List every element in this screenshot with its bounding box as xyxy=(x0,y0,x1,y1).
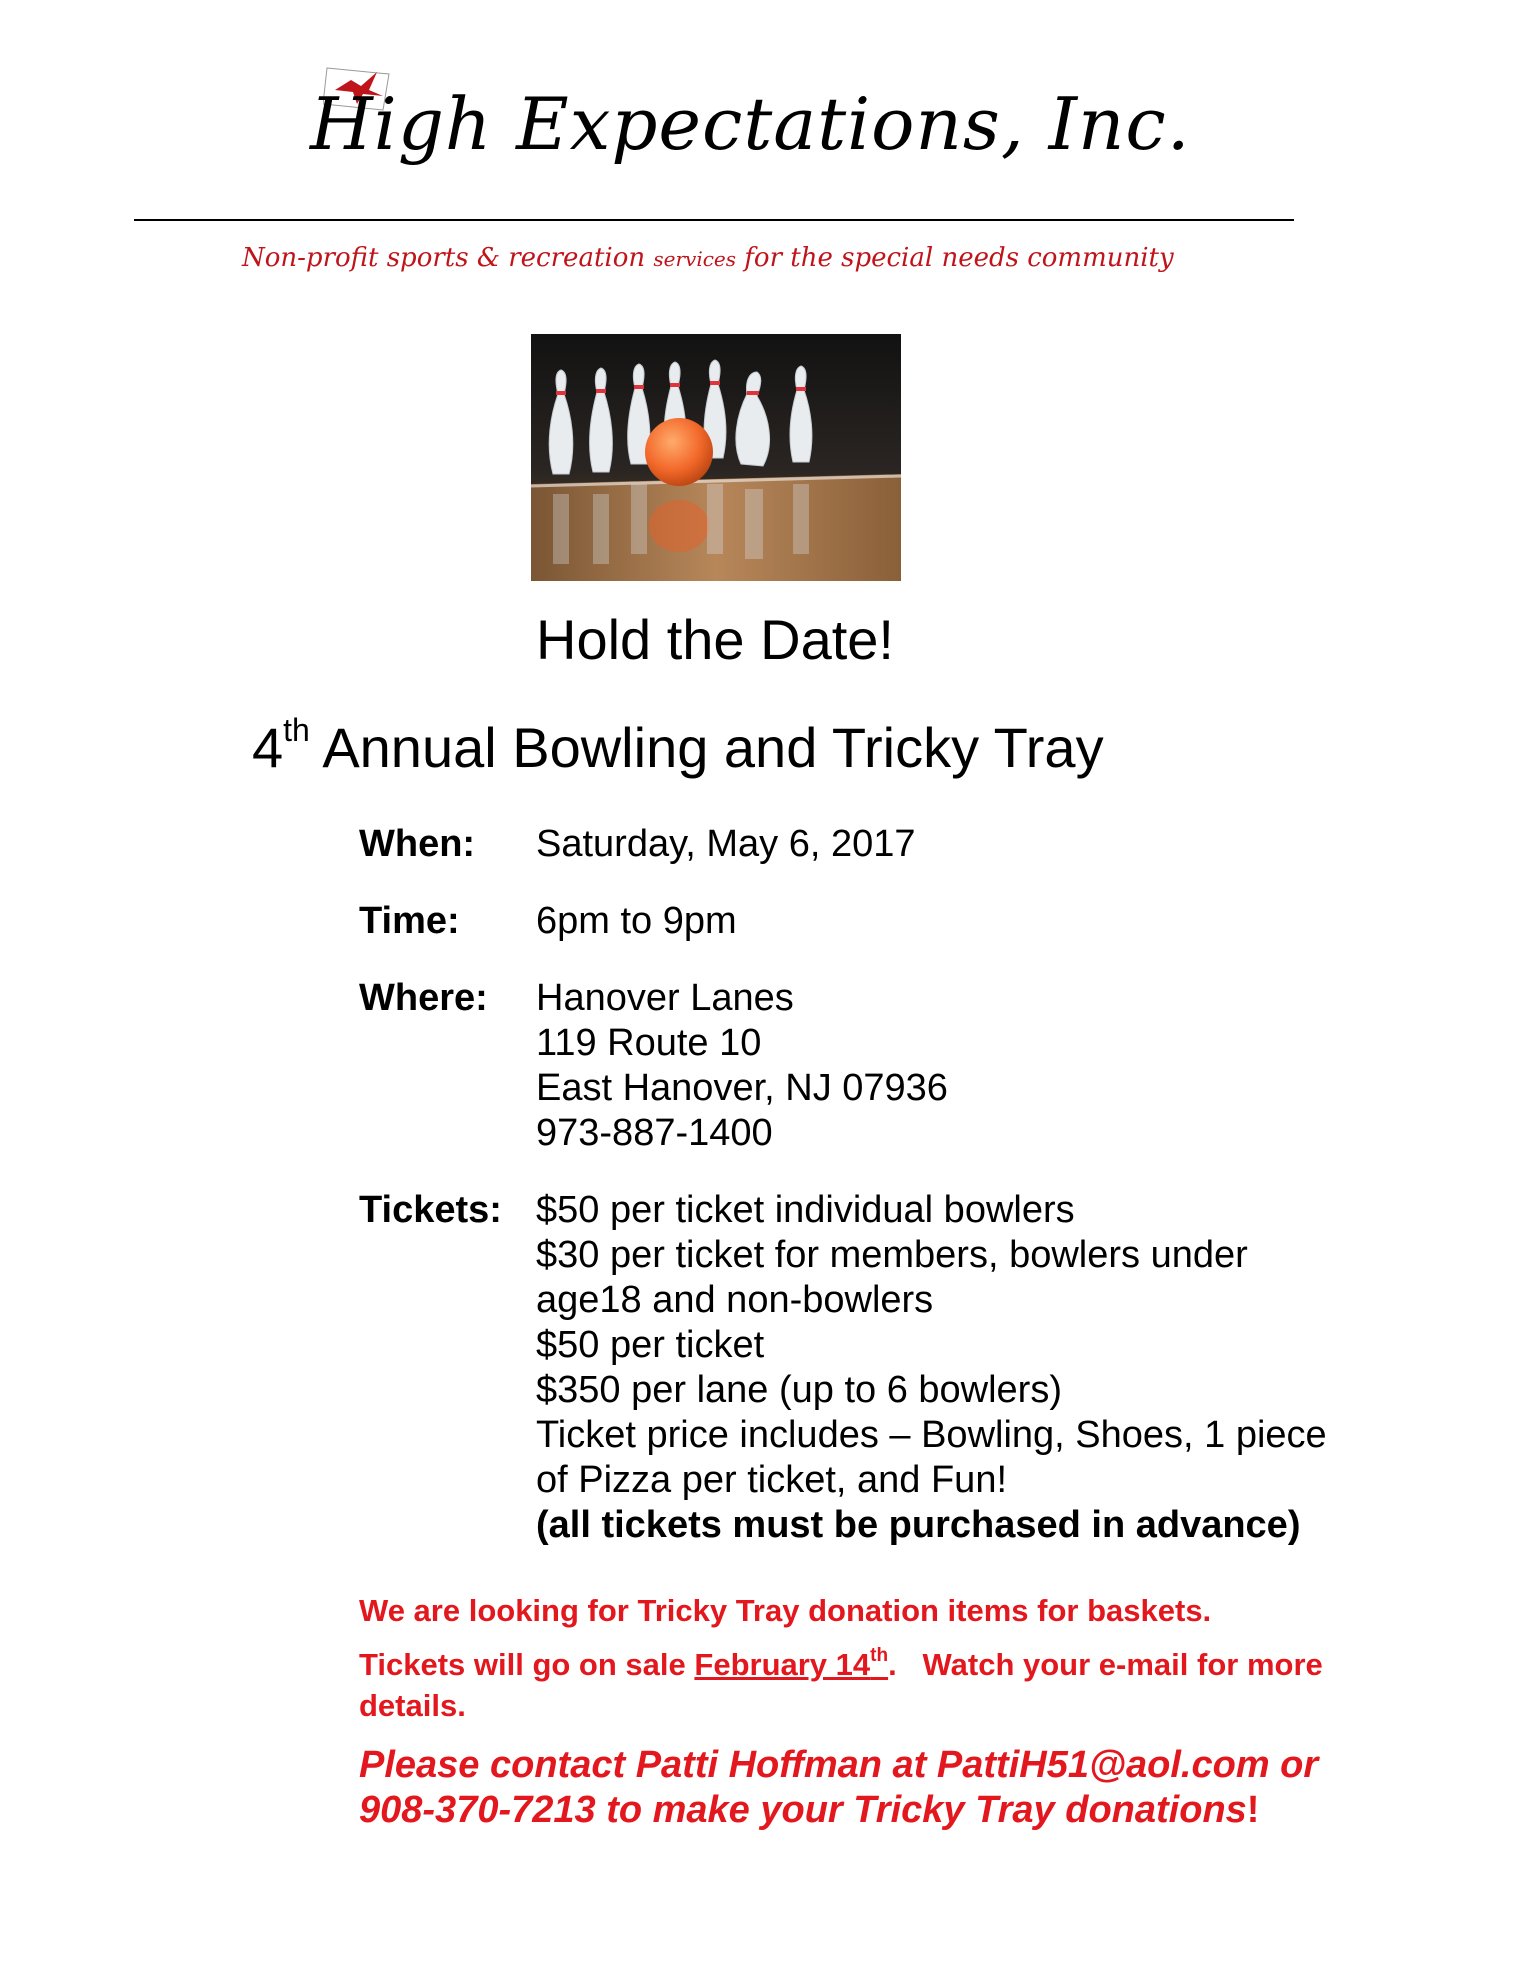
sale-suffix: . Watch your e-mail for more details. xyxy=(359,1647,1332,1723)
ticket-includes: Ticket price includes – Bowling, Shoes, 1 piece of Pizza per ticket, and Fun! xyxy=(536,1414,1327,1501)
header-divider xyxy=(134,219,1294,221)
tickets-advance-note: (all tickets must be purchased in advance) xyxy=(536,1504,1301,1546)
venue-phone: 973-887-1400 xyxy=(536,1112,773,1154)
ticket-price-lane: $350 per lane (up to 6 bowlers) xyxy=(536,1369,1062,1411)
contact-exclamation: ! xyxy=(1246,1789,1260,1831)
sale-date: February 14th xyxy=(694,1645,889,1682)
contact-note xyxy=(359,1743,1359,1833)
when-label: When: xyxy=(359,823,476,865)
bowling-photo xyxy=(531,334,901,581)
venue-street: 119 Route 10 xyxy=(536,1022,762,1064)
event-title xyxy=(252,712,1104,779)
when-value: Saturday, May 6, 2017 xyxy=(536,823,916,865)
tickets-label: Tickets: xyxy=(359,1189,502,1231)
event-title-text: Annual Bowling and Tricky Tray xyxy=(322,716,1104,779)
donation-notes xyxy=(359,1590,1359,1726)
tagline-text: Non-profit sports & recreation xyxy=(242,243,646,273)
ticket-sale-note xyxy=(359,1644,1359,1726)
tagline xyxy=(242,243,1174,273)
donations-note: We are looking for Tricky Tray donation items for baskets. xyxy=(359,1593,1212,1628)
sale-prefix: Tickets will go on sale xyxy=(359,1647,686,1682)
venue-name: Hanover Lanes xyxy=(536,977,794,1019)
tagline-small-word: services xyxy=(653,247,737,271)
ticket-price-members: $30 per ticket for members, bowlers under age18 and non-bowlers xyxy=(536,1234,1248,1321)
hold-the-date-heading: Hold the Date! xyxy=(536,608,894,671)
tagline-text-end: for the special needs community xyxy=(744,243,1174,273)
contact-text: Please contact Patti Hoffman at PattiH51@aol.com or 908-370-7213 to make your Tricky Tray donations xyxy=(359,1744,1319,1831)
organization-name: High Expectations, Inc. xyxy=(310,82,1191,166)
where-label: Where: xyxy=(359,977,488,1019)
letterhead xyxy=(0,0,1530,300)
ticket-price-plain: $50 per ticket xyxy=(536,1324,765,1366)
event-title-ordinal: th xyxy=(283,712,310,748)
time-value: 6pm to 9pm xyxy=(536,900,737,942)
event-title-number: 4 xyxy=(252,716,284,779)
time-label: Time: xyxy=(359,900,460,942)
ticket-price-individual: $50 per ticket individual bowlers xyxy=(536,1189,1075,1231)
venue-city: East Hanover, NJ 07936 xyxy=(536,1067,948,1109)
